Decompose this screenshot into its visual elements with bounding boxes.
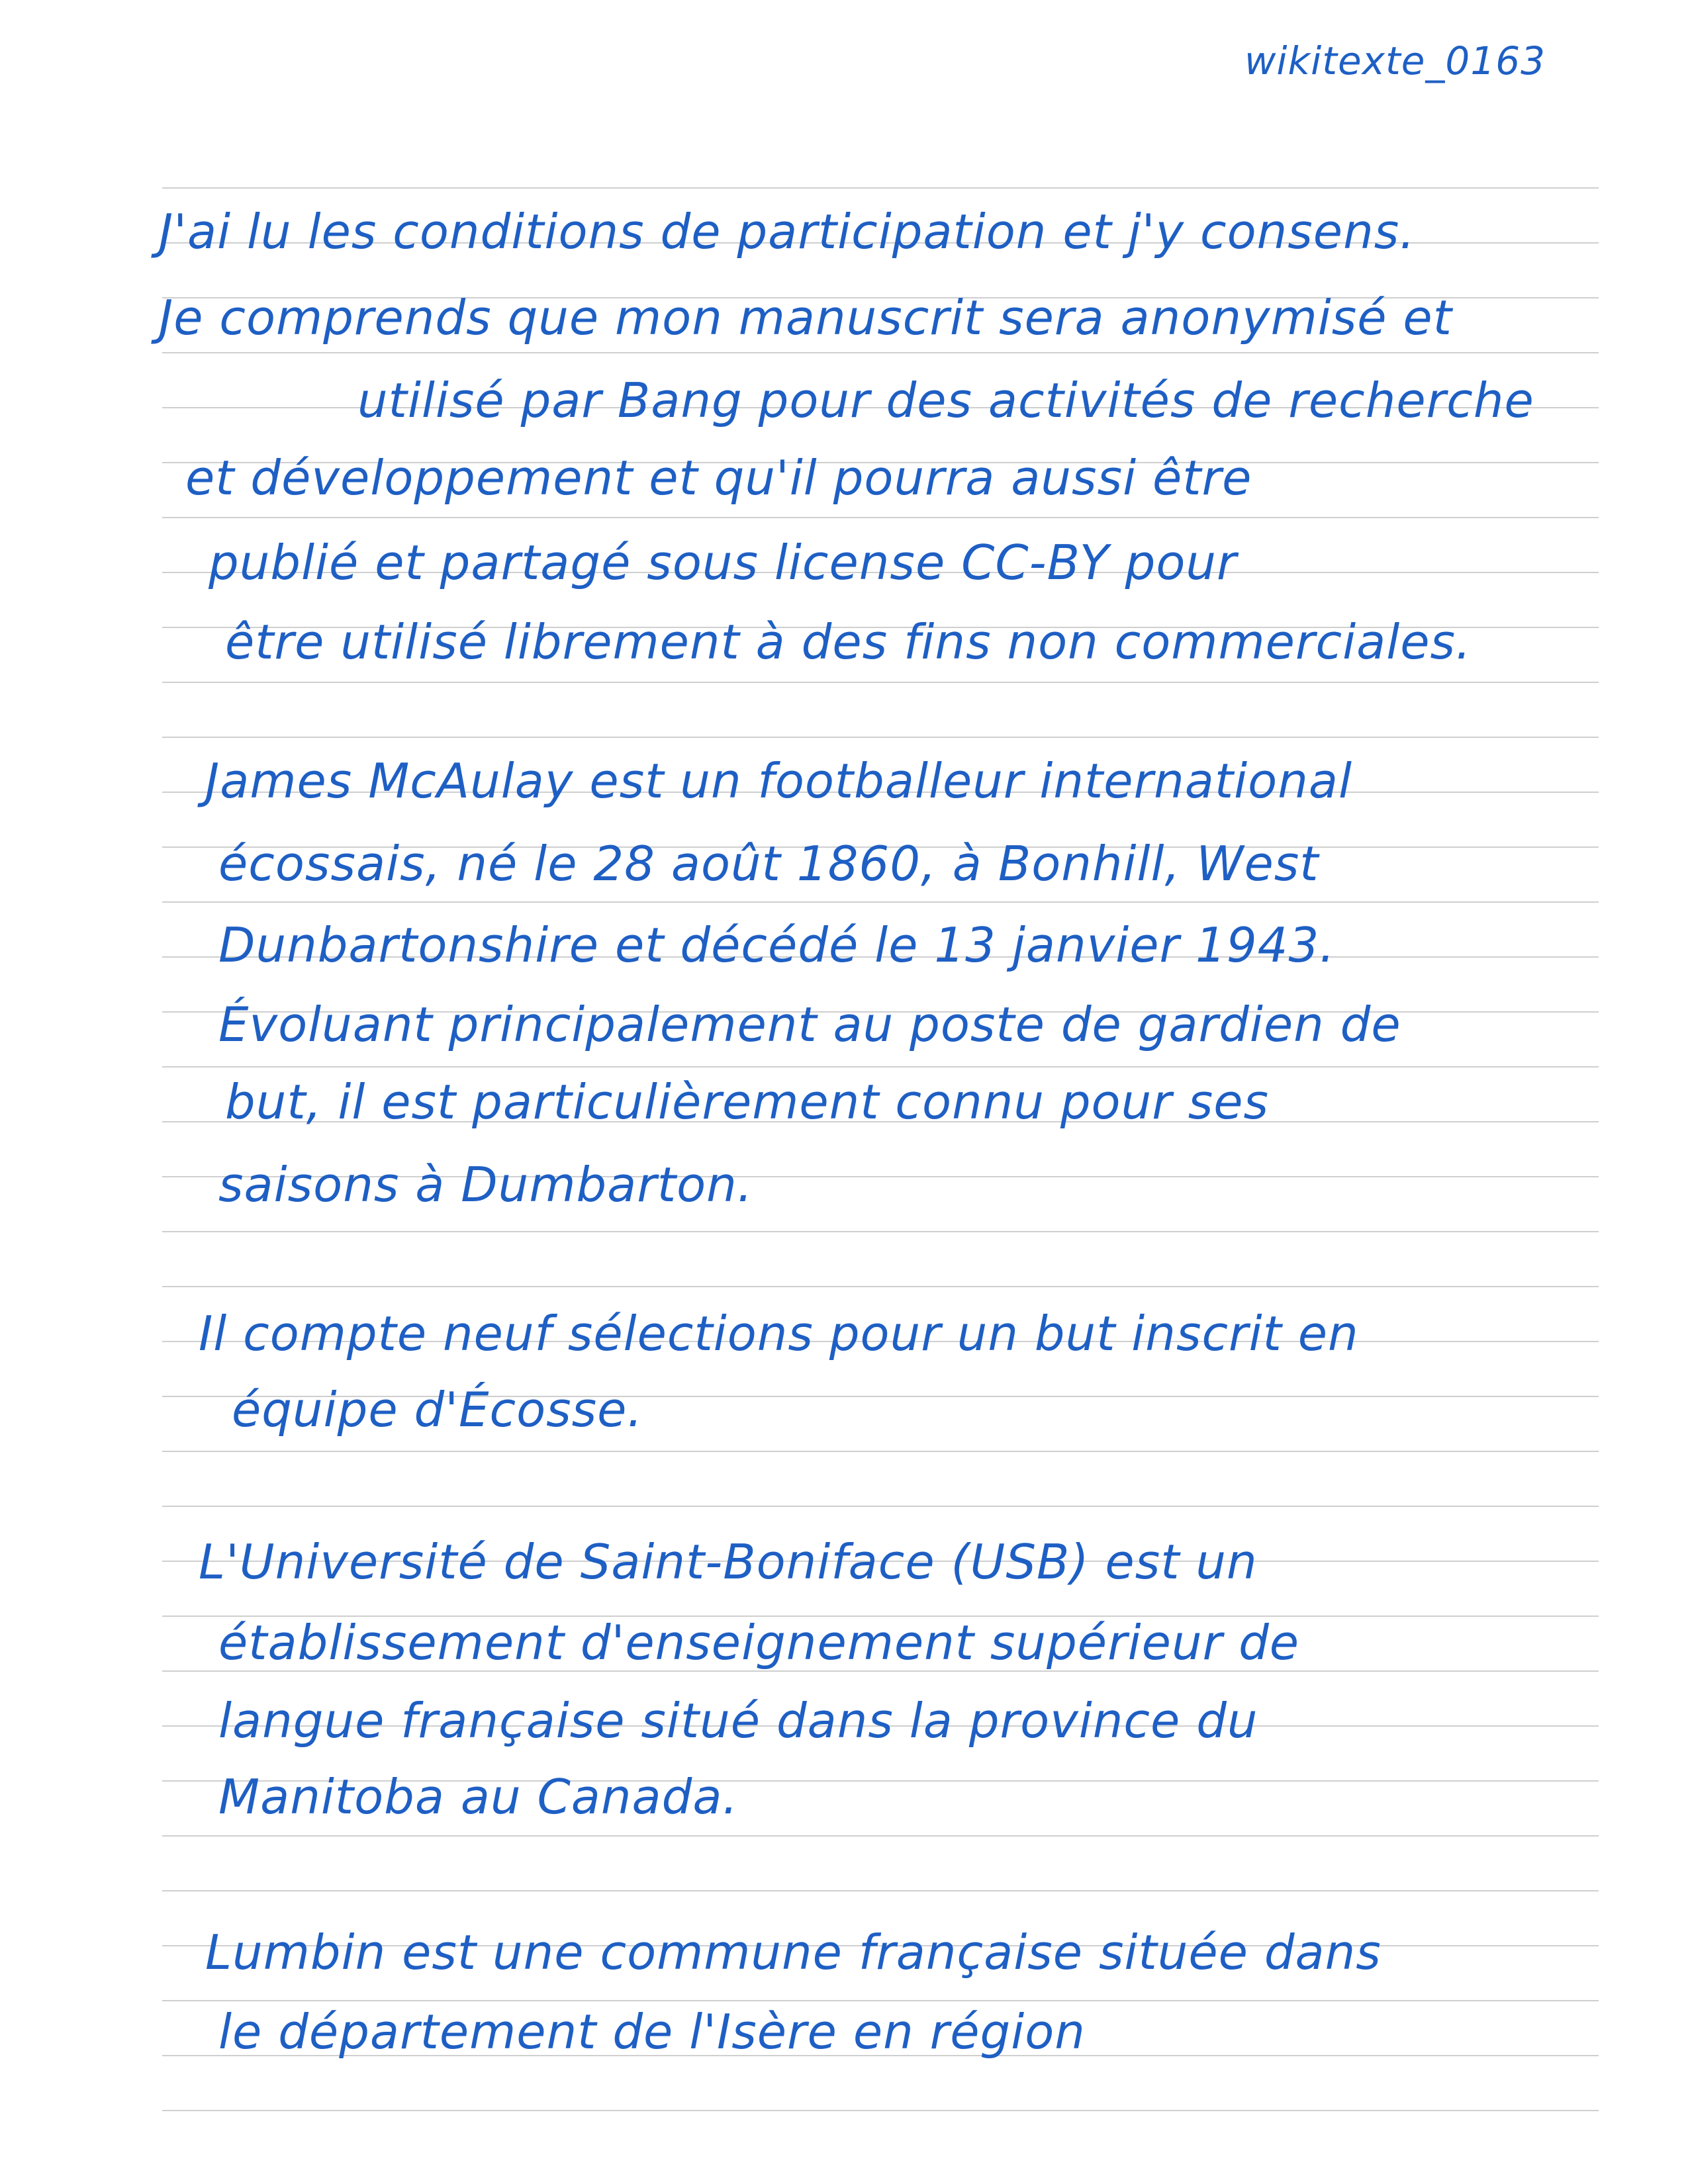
text-line: Évoluant principalement au poste de gardien de [218, 997, 1401, 1052]
text-line: Il compte neuf sélections pour un but inscrit en [199, 1306, 1359, 1361]
ruled-line [162, 1890, 1599, 1891]
consent-line: publié et partagé sous license CC-BY pour [209, 535, 1237, 590]
ruled-line [162, 901, 1599, 903]
text-line: Dunbartonshire et décédé le 13 janvier 1943. [218, 917, 1336, 973]
text-line: le département de l'Isère en région [218, 2004, 1086, 2060]
ruled-line [162, 1451, 1599, 1452]
ruled-line [162, 2110, 1599, 2111]
ruled-line [162, 1835, 1599, 1837]
consent-line: et développement et qu'il pourra aussi être [185, 450, 1252, 506]
text-line: L'Université de Saint-Boniface (USB) est un [199, 1534, 1258, 1590]
ruled-line [162, 517, 1599, 518]
text-line: langue française situé dans la province du [218, 1693, 1258, 1749]
text-line: établissement d'enseignement supérieur de [218, 1615, 1300, 1670]
text-line: équipe d'Écosse. [232, 1382, 643, 1437]
ruled-line [162, 1506, 1599, 1507]
ruled-line [162, 737, 1599, 738]
ruled-line [162, 187, 1599, 189]
text-line: écossais, né le 28 août 1860, à Bonhill, West [218, 836, 1319, 891]
consent-line: J'ai lu les conditions de participation et j'y consens. [159, 204, 1416, 259]
text-line: James McAulay est un footballeur international [205, 753, 1352, 809]
consent-line: être utilisé librement à des fins non commerciales. [225, 614, 1472, 670]
text-line: Manitoba au Canada. [218, 1769, 739, 1825]
ruled-line [162, 1286, 1599, 1287]
consent-line: utilisé par Bang pour des activités de recherche [357, 373, 1534, 428]
ruled-line [162, 352, 1599, 353]
consent-line: Je comprends que mon manuscrit sera anonymisé et [159, 290, 1452, 345]
text-line: saisons à Dumbarton. [218, 1157, 753, 1212]
ruled-line [162, 1231, 1599, 1232]
text-line: but, il est particulièrement connu pour ses [225, 1074, 1270, 1130]
ruled-line [162, 682, 1599, 683]
text-line: Lumbin est une commune française située dans [205, 1925, 1382, 1980]
ruled-line [162, 1066, 1599, 1068]
document-identifier: wikitexte_0163 [1244, 38, 1546, 83]
